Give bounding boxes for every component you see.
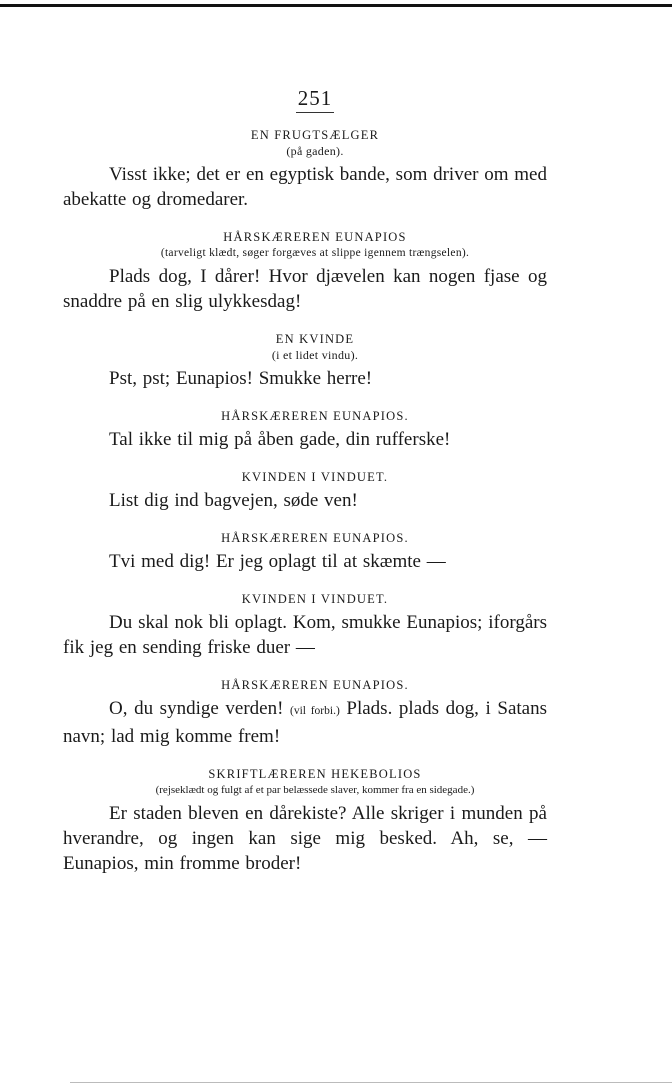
dialogue-line: Tal ikke til mig på åben gade, din rufferske! bbox=[109, 429, 451, 450]
speaker-name: SKRIFTLÆREREN HEKEBOLIOS bbox=[208, 767, 422, 781]
dialogue-text: Plads. plads dog, i Satans navn; lad mig komme frem! bbox=[63, 698, 547, 747]
speaker-name: EN FRUGTSÆLGER bbox=[250, 128, 380, 142]
dialogue-text: O, du syndige verden! bbox=[109, 698, 284, 719]
stage-direction: (på gaden). bbox=[286, 144, 344, 158]
speaker-name: HÅRSKÆREREN EUNAPIOS. bbox=[221, 531, 409, 545]
speaker-name: EN KVINDE bbox=[275, 332, 355, 346]
dialogue-line: Plads dog, I dårer! Hvor djævelen kan nogen fjase og snaddre på en slig ulykkesdag! bbox=[63, 266, 547, 312]
dialogue-line: Er staden bleven en dårekiste? Alle skriger i munden på hverandre, og ingen kan sige mig besked. Ah, se, — Eunapios, min fromme broder! bbox=[63, 803, 547, 874]
dialogue-line: Tvi med dig! Er jeg oplagt til at skæmte — bbox=[109, 551, 446, 572]
dialogue-line: List dig ind bagvejen, søde ven! bbox=[109, 490, 358, 511]
speaker-name: KVINDEN I VINDUET. bbox=[241, 592, 389, 606]
dialogue-line: Visst ikke; det er en egyptisk bande, som driver om med abekatte og dromedarer. bbox=[63, 164, 547, 210]
bottom-edge-rule bbox=[70, 1082, 672, 1083]
speaker-name: HÅRSKÆREREN EUNAPIOS bbox=[223, 230, 407, 244]
page-number-text: 251 bbox=[296, 87, 335, 113]
page-number bbox=[73, 86, 557, 113]
top-border-rule bbox=[0, 4, 672, 7]
book-page bbox=[63, 86, 547, 876]
dialogue-line bbox=[63, 696, 547, 749]
stage-direction: (tarveligt klædt, søger forgæves at slippe igennem trængselen). bbox=[160, 247, 470, 259]
speaker-name: KVINDEN I VINDUET. bbox=[241, 470, 389, 484]
dialogue-line: Pst, pst; Eunapios! Smukke herre! bbox=[109, 368, 373, 389]
speaker-name: HÅRSKÆREREN EUNAPIOS. bbox=[221, 409, 409, 423]
inline-stage-direction: (vil forbi.) bbox=[290, 705, 340, 717]
stage-direction: (rejseklædt og fulgt af et par belæssede slaver, kommer fra en sidegade.) bbox=[155, 784, 475, 796]
speaker-name: HÅRSKÆREREN EUNAPIOS. bbox=[221, 678, 409, 692]
dialogue-line: Du skal nok bli oplagt. Kom, smukke Eunapios; iforgårs fik jeg en sending friske duer — bbox=[63, 612, 547, 658]
stage-direction: (i et lidet vindu). bbox=[271, 348, 359, 362]
